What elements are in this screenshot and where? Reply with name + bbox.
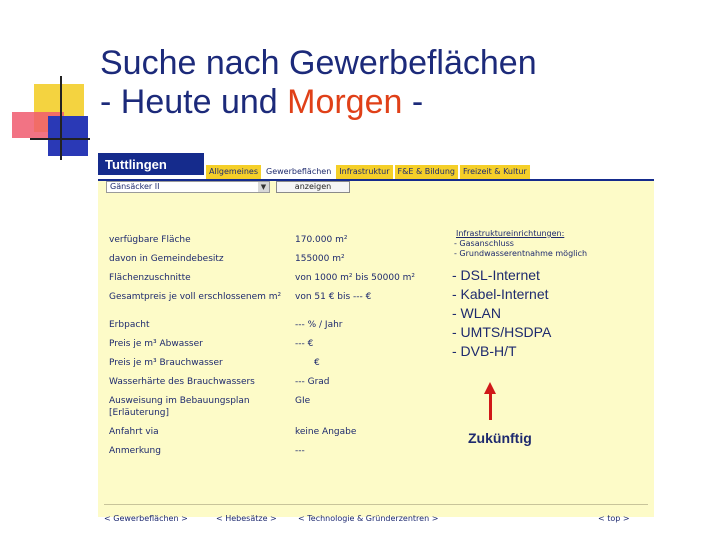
list-item: - WLAN	[452, 305, 501, 321]
row-label: Preis je m³ Abwasser	[109, 339, 203, 349]
tab-gewerbeflaechen[interactable]: Gewerbeflächen	[263, 165, 334, 179]
slide-title	[100, 44, 700, 122]
row-label: davon in Gemeindebesitz	[109, 254, 224, 264]
link-hebesaetze[interactable]: < Hebesätze >	[216, 514, 277, 523]
website-screenshot	[98, 153, 654, 523]
main-nav	[206, 165, 530, 179]
row-value: 170.000 m²	[295, 235, 348, 245]
row-value: --- % / Jahr	[295, 320, 343, 330]
content-panel	[98, 181, 654, 523]
arrow-shaft	[489, 392, 492, 420]
row-label: Preis je m³ Brauchwasser	[109, 358, 223, 368]
list-item: - UMTS/HSDPA	[452, 324, 552, 340]
title-accent: Morgen	[287, 83, 403, 121]
infrastructure-item: - Grundwasserentnahme möglich	[454, 249, 588, 258]
row-value: 155000 m²	[295, 254, 345, 264]
decor-blue-square	[48, 116, 88, 156]
row-value: €	[314, 358, 320, 368]
tab-freizeit-kultur[interactable]: Freizeit & Kultur	[460, 165, 530, 179]
row-value: von 51 € bis --- €	[295, 292, 372, 302]
row-label: Gesamtpreis je voll erschlossenem m²	[109, 292, 282, 302]
title-suffix: -	[402, 83, 424, 121]
tab-infrastruktur[interactable]: Infrastruktur	[336, 165, 392, 179]
row-label[interactable]: Ausweisung im Bebauungsplan [Erläuterung]	[109, 396, 250, 418]
row-label: Anmerkung	[109, 446, 161, 456]
list-item: - DVB-H/T	[452, 343, 517, 359]
title-line-1: Suche nach Gewerbeflächen	[100, 44, 537, 82]
future-infrastructure-list	[452, 266, 551, 361]
area-select[interactable]	[106, 181, 270, 193]
row-value: von 1000 m² bis 50000 m²	[295, 273, 416, 283]
link-technologie-gruenderzentren[interactable]: < Technologie & Gründerzentren >	[298, 514, 439, 523]
chevron-down-icon[interactable]: ▼	[258, 182, 269, 192]
bottom-divider	[104, 504, 648, 505]
row-value: --- €	[295, 339, 314, 349]
link-gewerbeflaechen[interactable]: < Gewerbeflächen >	[104, 514, 188, 523]
tab-fue-bildung[interactable]: F&E & Bildung	[395, 165, 458, 179]
infrastructure-item: - Gasanschluss	[454, 239, 514, 248]
future-label: Zukünftig	[468, 430, 532, 446]
row-label: Wasserhärte des Brauchwassers	[109, 377, 255, 387]
infrastructure-heading: Infrastruktureinrichtungen:	[456, 229, 565, 238]
row-label: Erbpacht	[109, 320, 150, 330]
row-value: GIe	[295, 396, 311, 406]
title-line-2	[100, 83, 700, 122]
link-top[interactable]: < top >	[598, 514, 630, 523]
list-item: - Kabel-Internet	[452, 286, 549, 302]
row-value: ---	[295, 446, 305, 456]
area-select-value: Gänsäcker II	[110, 182, 160, 191]
row-value: --- Grad	[295, 377, 330, 387]
show-button[interactable]: anzeigen	[276, 181, 350, 193]
row-label: Flächenzuschnitte	[109, 273, 191, 283]
title-prefix: - Heute und	[100, 83, 288, 121]
row-value: keine Angabe	[295, 427, 357, 437]
decor-horizontal-line	[30, 138, 90, 140]
decor-vertical-line	[60, 76, 62, 160]
row-label: verfügbare Fläche	[109, 235, 191, 245]
list-item: - DSL-Internet	[452, 267, 540, 283]
row-label: Anfahrt via	[109, 427, 159, 437]
site-name[interactable]: Tuttlingen	[98, 153, 204, 175]
tab-allgemeines[interactable]: Allgemeines	[206, 165, 261, 179]
